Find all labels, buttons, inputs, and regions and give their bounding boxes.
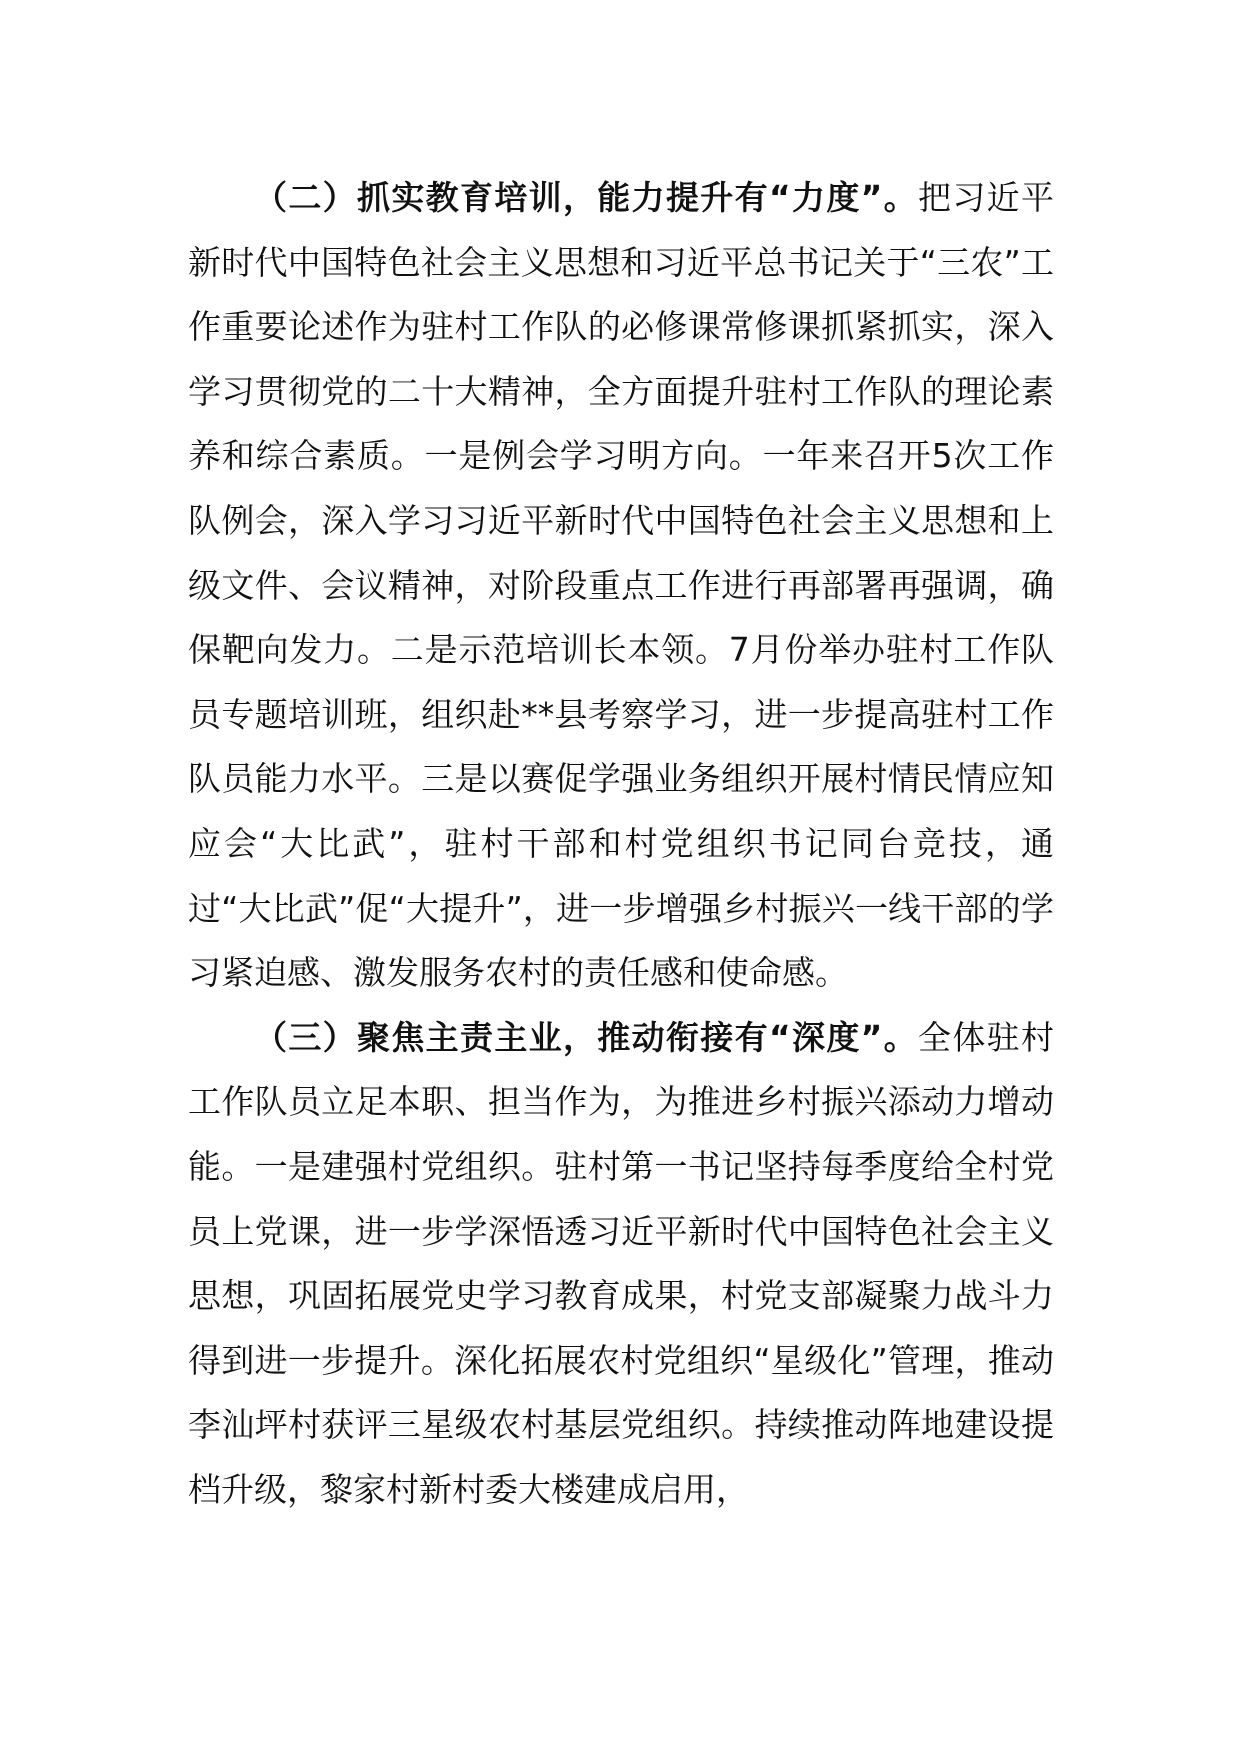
paragraph-text: 全体驻村工作队员立足本职、担当作为，为推进乡村振兴添动力增动能。一是建强村党组织。驻村第一书记坚持每季度给全村党员上党课，进一步学深悟透习近平新时代中国特色社会主义思想，巩固拓展党史学习教育成果，村党支部凝聚力战斗力得到进一步提升。深化拓展农村党组织“星级化”管理，推动李汕坪村获评三星级农村基层党组织。持续推动阵地建设提档升级，黎家村新村委大楼建成启用， [188, 1017, 1054, 1509]
paragraph-text: 把习近平新时代中国特色社会主义思想和习近平总书记关于“三农”工作重要论述作为驻村工作队的必修课常修课抓紧抓实，深入学习贯彻党的二十大精神，全方面提升驻村工作队的理论素养和综合素质。一是例会学习明方向。一年来召开5次工作队例会，深入学习习近平新时代中国特色社会主义思想和上级文件、会议精神，对阶段重点工作进行再部署再强调，确保靶向发力。二是示范培训长本领。7月份举办驻村工作队员专题培训班，组织赴**县考察学习，进一步提高驻村工作队员能力水平。三是以赛促学强业务组织开展村情民情应知应会“大比武”，驻村干部和村党组织书记同台竞技，通过“大比武”促“大提升”，进一步增强乡村振兴一线干部的学习紧迫感、激发服务农村的责任感和使命感。 [188, 178, 1054, 993]
section-heading-2: （二）抓实教育培训，能力提升有“力度”。 [254, 178, 918, 217]
section-heading-3: （三）聚焦主责主业，推动衔接有“深度”。 [254, 1017, 918, 1057]
paragraph-main-duties [188, 1006, 1054, 1523]
paragraph-education-training [188, 166, 1054, 1006]
document-body [188, 166, 1054, 1522]
